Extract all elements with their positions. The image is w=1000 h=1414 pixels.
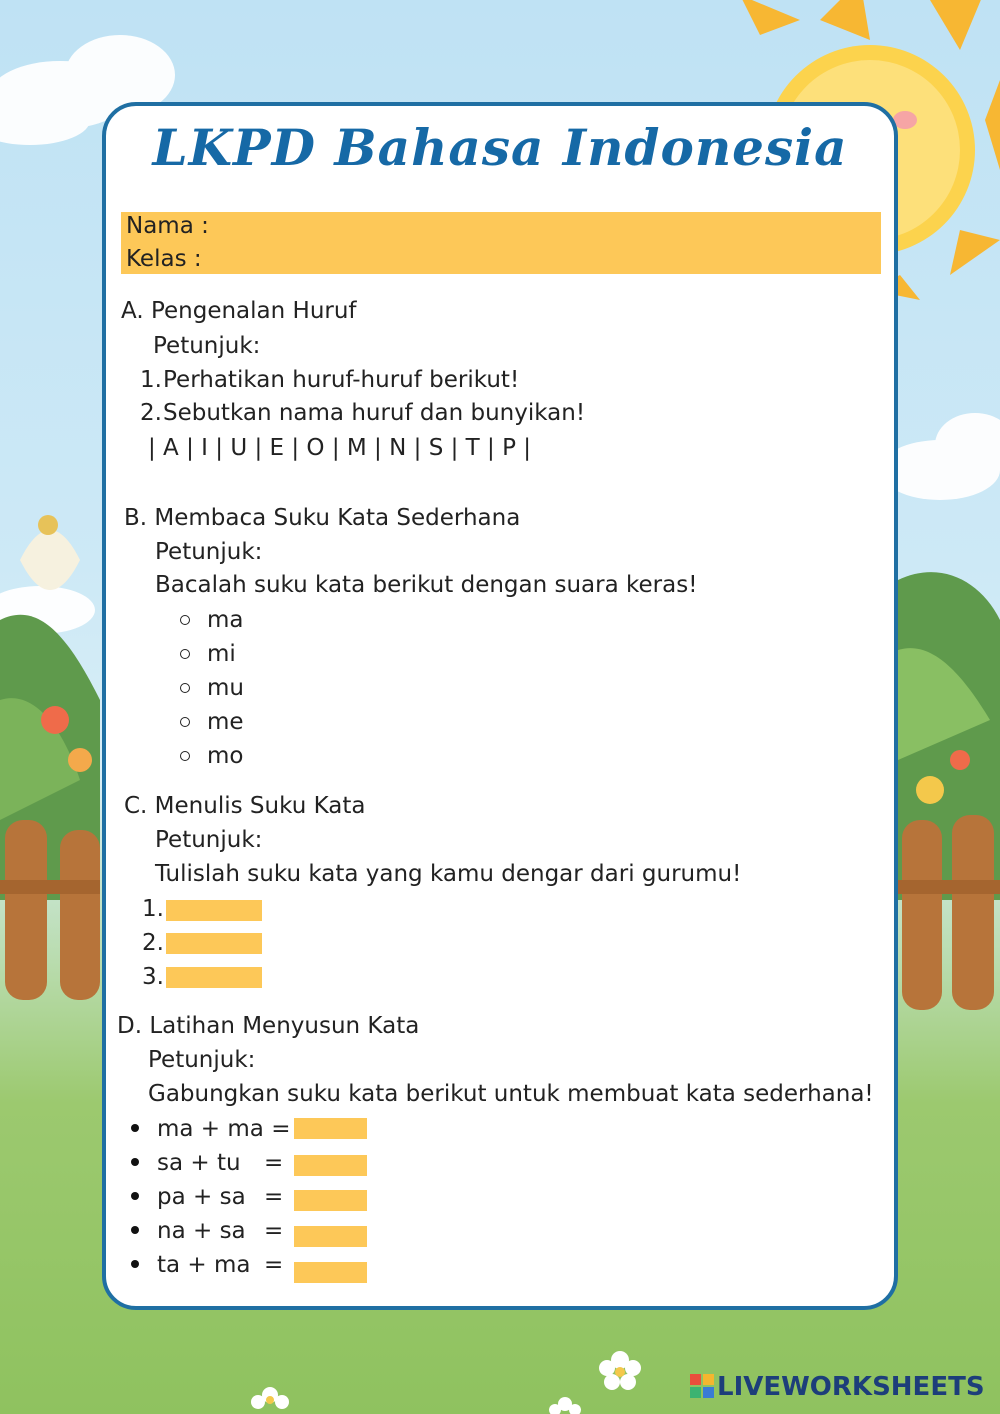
section-b-instruction-label: Petunjuk: [155, 539, 263, 565]
bullet-dot-icon [131, 1192, 139, 1200]
section-b-heading: B. Membaca Suku Kata Sederhana [124, 505, 521, 531]
liveworksheets-logo-icon [690, 1374, 714, 1398]
answer-input[interactable] [166, 967, 262, 988]
syllable-item: me [207, 709, 244, 735]
section-d-instruction: Gabungkan suku kata berikut untuk membuat kata sederhana! [148, 1081, 874, 1107]
combine-item: sa + tu [157, 1150, 241, 1176]
class-input[interactable] [230, 248, 870, 272]
page-title: LKPD Bahasa Indonesia [152, 118, 848, 177]
syllable-item: ma [207, 607, 244, 633]
step-number: 1. [140, 367, 162, 393]
bullet-ring-icon [180, 751, 190, 761]
section-c-instruction: Tulislah suku kata yang kamu dengar dari gurumu! [155, 861, 742, 887]
syllable-item: mu [207, 675, 244, 701]
answer-number: 3. [142, 964, 164, 990]
answer-number: 1. [142, 896, 164, 922]
brand-name: LIVEWORKSHEETS [717, 1372, 985, 1402]
name-input[interactable] [230, 216, 870, 242]
letter-row: | A | I | U | E | O | M | N | S | T | P | [148, 435, 532, 461]
step-text: Sebutkan nama huruf dan bunyikan! [163, 400, 586, 426]
bullet-dot-icon [131, 1124, 139, 1132]
section-d-instruction-label: Petunjuk: [148, 1047, 256, 1073]
combine-answer-input[interactable] [294, 1155, 367, 1176]
bullet-ring-icon [180, 683, 190, 693]
equals-sign: = [264, 1252, 284, 1278]
bullet-dot-icon [131, 1260, 139, 1268]
bullet-ring-icon [180, 717, 190, 727]
equals-sign: = [264, 1218, 284, 1244]
syllable-item: mi [207, 641, 236, 667]
combine-answer-input[interactable] [294, 1262, 367, 1283]
combine-item: ma + ma = [157, 1116, 291, 1142]
combine-answer-input[interactable] [294, 1226, 367, 1247]
step-text: Perhatikan huruf-huruf berikut! [163, 367, 520, 393]
section-a-heading: A. Pengenalan Huruf [121, 298, 357, 324]
class-label: Kelas : [126, 246, 202, 272]
bullet-ring-icon [180, 615, 190, 625]
section-b-instruction: Bacalah suku kata berikut dengan suara keras! [155, 572, 698, 598]
section-c-heading: C. Menulis Suku Kata [124, 793, 366, 819]
brand-footer[interactable] [690, 1372, 985, 1402]
bullet-dot-icon [131, 1226, 139, 1234]
answer-number: 2. [142, 930, 164, 956]
combine-answer-input[interactable] [294, 1190, 367, 1211]
bullet-dot-icon [131, 1158, 139, 1166]
equals-sign: = [264, 1150, 284, 1176]
combine-item: pa + sa [157, 1184, 246, 1210]
name-label: Nama : [126, 213, 209, 239]
combine-item: ta + ma [157, 1252, 251, 1278]
combine-item: na + sa [157, 1218, 246, 1244]
section-c-instruction-label: Petunjuk: [155, 827, 263, 853]
bullet-ring-icon [180, 649, 190, 659]
answer-input[interactable] [166, 933, 262, 954]
section-a-instruction-label: Petunjuk: [153, 333, 261, 359]
answer-input[interactable] [166, 900, 262, 921]
section-d-heading: D. Latihan Menyusun Kata [117, 1013, 420, 1039]
step-number: 2. [140, 400, 162, 426]
flower-icon [251, 1351, 641, 1414]
combine-answer-input[interactable] [294, 1118, 367, 1139]
syllable-item: mo [207, 743, 244, 769]
equals-sign: = [264, 1184, 284, 1210]
